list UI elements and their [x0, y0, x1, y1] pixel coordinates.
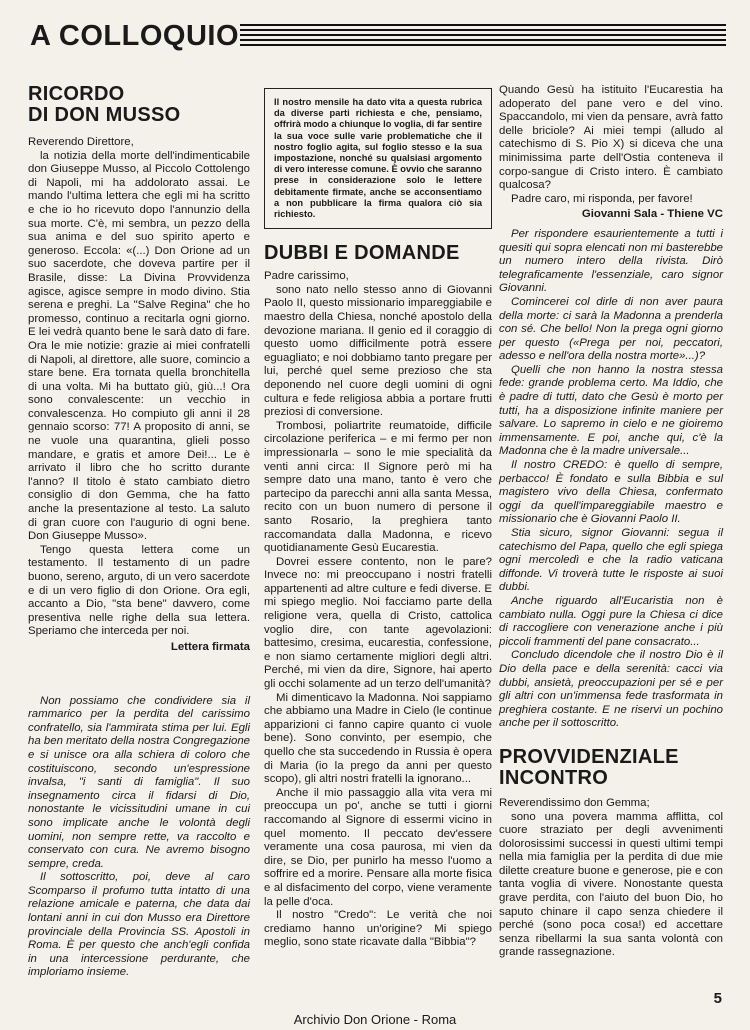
reply-paragraph: Concludo dicendole che il nostro Dio è il Dio della pace e della serenità: cacci via dubbi, ansietà, preoccupazioni per sé e per gli altri con un'immensa fede trasformata in preghiera costante. E ne riservi un pochino anche per il sottoscritto.: [499, 649, 723, 730]
page-number: 5: [713, 990, 722, 1007]
letter3-salutation: Reverendissimo don Gemma;: [499, 796, 650, 809]
letter2-reply: [499, 228, 723, 731]
letter1-title-line2: DI DON MUSSO: [28, 104, 181, 126]
letter2-paragraph: Dovrei essere contento, non le pare? Invece no: mi preoccupano i nostri fratelli appartenenti ad altre culture e fedi diverse. E mi spiego meglio. Noi facciamo parte della religione vera, quella di Cristo, cattolica voglio dire, con tante agevolazioni: battesimo, cresima, eucarestia, confessione, e non siamo certamente migliori degli altri. Perché, mi vien da dire, Signore, hai aperto gli occhi solamente ad un terzo dell'umanità?: [264, 555, 492, 691]
letter3-title-line2: INCONTRO: [499, 766, 609, 789]
reply-paragraph: Anche riguardo all'Eucaristia non è cambiato nulla. Oggi pure la Chiesa ci dice di raccogliere con venerazione anche i più piccoli frammenti del pane consacrato...: [499, 594, 723, 648]
reply-paragraph: Il sottoscritto, poi, deve al caro Scomparso il profumo tutta intatto di una relazione amicale e paterna, che data dai lontani anni in cui don Musso era Direttore provinciale della Provincia SS. Apostoli in Roma. È per questo che anch'egli confida in una intercessione perdurante, che imploriamo insieme.: [28, 871, 250, 979]
letter3-title-line1: PROVVIDENZIALE: [499, 745, 679, 768]
letter2-signature: Giovanni Sala - Thiene VC: [581, 208, 723, 221]
letter2-closing: Padre caro, mi risponda, per favore!: [511, 192, 693, 205]
reply-paragraph: Il nostro CREDO: è quello di sempre, perbacco! È fondato e sulla Bibbia e sul magistero vivo della Chiesa, confermato oggi da quell'impareggiabile maestro e missionario che è Giovanni Paolo II.: [499, 459, 723, 526]
archive-footer: Archivio Don Orione - Roma: [293, 1012, 457, 1027]
letter2-paragraph: Anche il mio passaggio alla vita vera mi preoccupa un po', anche se tutti i giorni raccomando al Signore di essermi vicino in quel momento. Il peccato dev'essere veramente una cosa paurosa, mi vien da dire, se Dio, per punirlo ha messo l'uomo a soffrire ed a morire. Pensare alla morte fisica e al disfacimento del corpo, viene veramente la pelle d'oca.: [264, 786, 492, 908]
letter3-paragraph: sono una povera mamma afflitta, col cuore straziato per degli avvenimenti dolorosissimi successi in questi ultimi tempi nella mia famiglia per la perdita di due mie dilette creature buone e generose, pie e con tanta voglia di vivere. Nonostante questa grave perdita, con l'aiuto del buon Dio, ho saputo chinare il capo senza chiedere il perché (sono poca cosa!) ed accettare senza ribellarmi la sua santa volontà con grande rassegnazione.: [499, 810, 723, 959]
letter1-paragraph: la notizia della morte dell'indimenticabile don Giuseppe Musso, al Piccolo Cottolengo di Napoli, mi ha addolorato assai. Le mando l'ultima lettera che egli mi ha scritto e che io ho ricevuto dopo l'annunzio della sua morte. C'è, mi sembra, un pezzo della sua anima e del suo spirito aperto e generoso. Eccola: «(...) Don Orione ad un suo sacerdote, che doveva partire per il Brasile, disse: La Divina Provvidenza agisce, agisce sempre in modo divino. Stia serena e preghi. La "Salve Regina" che ho promesso, continuo a recitarla ogni giorno. E lei vedrà quanto bene le sarà dato di fare. Ora le mie notizie: grazie ai miei confratelli di Napoli, al direttore, alle suore, comincio a stare bene. Era tornata quella bronchitella di una volta. Mi ha buttato giù, giù...! Ora sono convalescente: un vecchio in convalescenza. Ho compiuto gli anni il 28 gennaio scorso: 77! A proposito di anni, se ne vuole una quarantina, glieli posso mandare, e gratis et amore Dei!... Le è arrivato il libro che ho scritto durante l'anno? Il titolo è stato cambiato dietro consiglio di don Gemma, che ha fatto anche la presentazione al testo. La saluto di gran cuore con l'augurio di ogni bene. Don Giuseppe Musso».: [28, 149, 250, 543]
editorial-notice-box: Il nostro mensile ha dato vita a questa rubrica da diverse parti richiesta e che, pensiamo, offrirà modo a chiunque lo voglia, di far sentire la sua voce sulle varie problematiche che il nostro foglio agita, sul foglio stesso e la sua impostazione, nonché su qualsiasi argomento di vero interesse comune. È ovvio che saranno prese in considerazione solo le lettere debitamente firmate, anche se acconsentiamo a non pubblicare la firma qualora ciò sia richiesto.: [264, 88, 492, 229]
section-title: A COLLOQUIO: [30, 20, 240, 52]
reply-paragraph: Stia sicuro, signor Giovanni: segua il catechismo del Papa, quello che egli spiega ogni mercoledì e che la radio vaticana diffonde. Vi troverà tutte le risposte ai suoi dubbi.: [499, 527, 723, 594]
letter2-paragraph: Il nostro "Credo": Le verità che noi crediamo hanno un'origine? Mi spiego meglio, sono state ricavate dalla "Bibbia"?: [264, 909, 492, 949]
header-rules: [240, 24, 726, 52]
reply-paragraph: Comincerei col dirle di non aver paura della morte: ci sarà la Madonna a prenderla con sé. Che bello! Non la prega ogni giorno per questo («Prega per noi, peccatori, adesso e nell'ora della nostra morte»...)?: [499, 295, 723, 363]
letter2-paragraph: Trombosi, poliartrite reumatoide, difficile circolazione periferica – e mi fermo per non impressionarla – sono le mie specialità da venti anni circa: Il Signore però mi ha sempre dato una mano, tanto è vero che partecipo da parecchi anni alla santa Messa, recito con un buon numero di persone il santo Rosario, la preghiera tanto raccomandata dalla Madonna, e ricevo quotidianamente Gesù Eucarestia.: [264, 419, 492, 555]
column-2: [264, 72, 492, 950]
letter2-title: DUBBI E DOMANDE: [264, 242, 460, 265]
letter1-paragraph: Tengo questa lettera come un testamento. Il testamento di un padre buono, sereno, arguto, di un vero sacerdote e di un vero figlio di don Orione. Ora egli, accanto a Dio, "sta bene" davvero, come presentiva nelle righe della sua lettera. Speriamo che interceda per noi.: [28, 543, 250, 638]
letter1-salutation: Reverendo Direttore,: [28, 136, 134, 148]
letter2-paragraph: sono nato nello stesso anno di Giovanni Paolo II, questo missionario impareggiabile e maestro della Chiesa, nonché apostolo della devozione mariana. Il genio ed il coraggio di questo uomo difficilmente potrà essere eguagliato; e noi dobbiamo tanto pregare per lui, perché quel seme prezioso che sta deponendo nel cuore degli uomini di ogni cultura e fede religiosa abbia a portare frutti preziosi di conversione.: [264, 283, 492, 419]
letter3-title: [499, 747, 723, 789]
reply-paragraph: Per rispondere esaurientemente a tutti i quesiti qui sopra elencati non mi basterebbe un numero intero della rivista. Dirò telegraficamente l'essenziale, caro signor Giovanni.: [499, 227, 723, 295]
letter1-title: [28, 84, 250, 126]
letter1-signature: Lettera firmata: [170, 640, 250, 653]
letter2-salutation: Padre carissimo,: [264, 270, 349, 283]
letter1-reply: [28, 695, 250, 980]
column-3: [499, 84, 723, 960]
letter2-paragraph: Mi dimenticavo la Madonna. Noi sappiamo che abbiamo una Madre in Cielo (le continue apparizioni ci fanno capire quanto ci vuole bene). Sono convinto, per esempio, che quello che sta succedendo in Russia è opera di Maria (io la prego da anni per questo scopo), gli altri nostri fratelli la ignorano...: [264, 691, 492, 786]
column-1: [28, 72, 250, 980]
reply-paragraph: Quelli che non hanno la nostra stessa fede: grande problema certo. Ma Iddio, che è padre di tutti, dato che Gesù è morto per tutti, ha a disposizione infinite maniere per salvare. Lo sapremo in cielo e ne gioiremo immensamente. E poi, anche qui, c'è la Madonna che è la madre universale...: [499, 363, 723, 458]
letter1-title-line1: RICORDO: [28, 83, 125, 105]
reply-paragraph: Non possiamo che condividere sia il rammarico per la perdita del carissimo confratello, sia l'ammirata stima per lui. Egli ha ben meritato della nostra Congregazione e si unisce ora alla schiera di coloro che costituiscono, secondo un'espressione invalsa, "i santi di famiglia". Il suo insegnamento circa il fidarsi di Dio, nonostante le vicissitudini umane in cui sono implicate anche le volontà degli uomini, non sempre rette, va raccolto e conservato con cura. Ne avremo bisogno sempre, creda.: [28, 694, 250, 870]
letter2-paragraph: Quando Gesù ha istituito l'Eucarestia ha adoperato del pane vero e del vino. Spaccandolo, mi vien da pensare, avrà fatto delle briciole? Ai miei tempi (alludo al catechismo di S. Pio X) si diceva che una minimissima parte dell'Ostia conteneva il corpo-sangue di Cristo intero. È cambiato qualcosa?: [499, 84, 723, 192]
